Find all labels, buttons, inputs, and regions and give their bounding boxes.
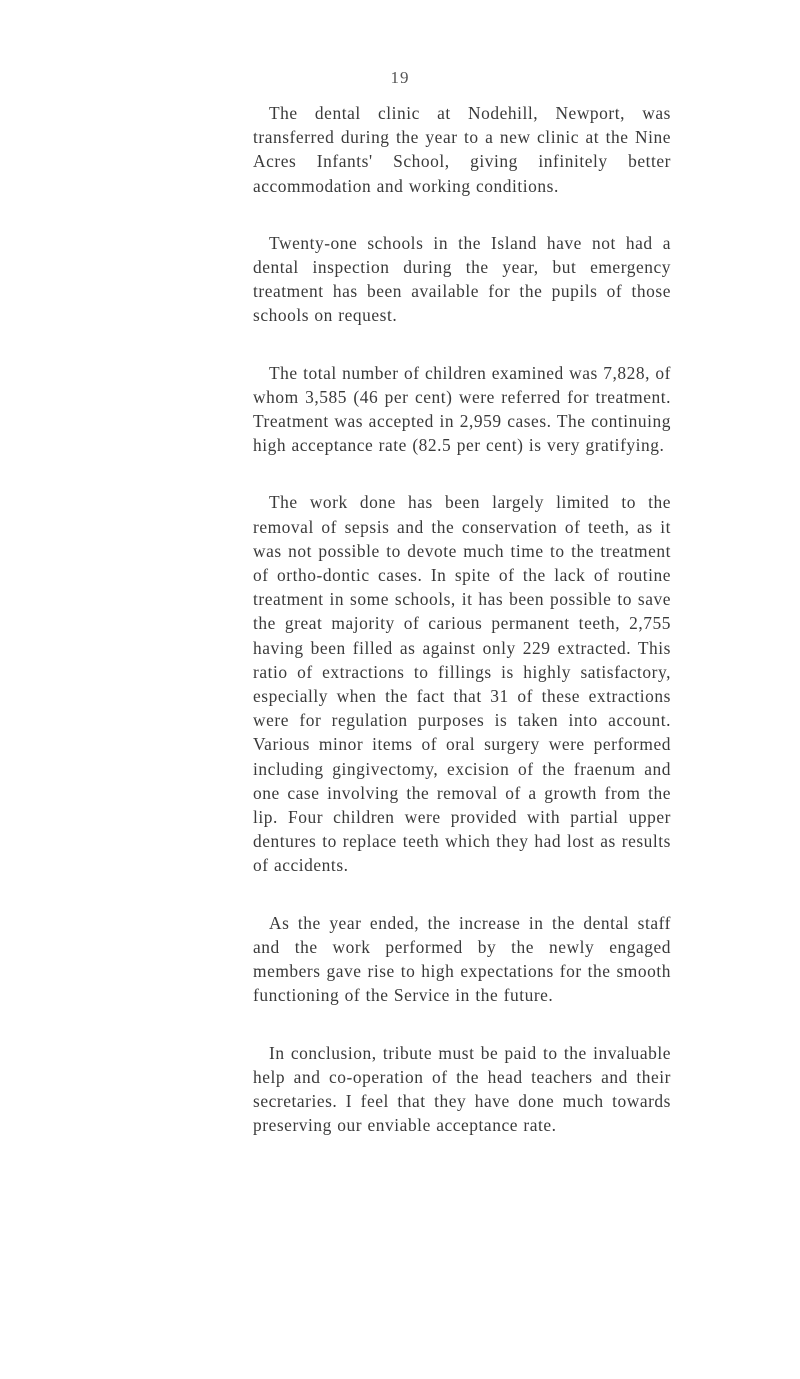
paragraph-schools-without-inspection: Twenty-one schools in the Island have not had a dental inspection during the year, but emergency treatment has been available for the pupils of those schools on request. xyxy=(253,232,671,326)
page-number: 19 xyxy=(390,68,410,87)
paragraph-examination-totals: The total number of children examined was 7,828, of whom 3,585 (46 per cent) were referred for treatment. Treatment was accepted in 2,959 cases. The continuing high acceptance rate (82.5 per cent) is very gratifying. xyxy=(253,362,671,456)
paragraph-work-done: The work done has been largely limited to the removal of sepsis and the conservation of teeth, as it was not possible to devote much time to the treatment of ortho-dontic cases. In spite of the lack of routine treatment in some schools, it has been possible to save the great majority of carious permanent teeth, 2,755 having been filled as against only 229 extracted. This ratio of extractions to fillings is highly satisfactory, especially when the fact that 31 of these extractions were for regulation purposes is taken into account. Various minor items of oral surgery were performed including gingivectomy, excision of the fraenum and one case involving the removal of a growth from the lip. Four children were provided with partial upper dentures to replace teeth which they had lost as results of accidents. xyxy=(253,492,671,876)
body-text xyxy=(253,101,671,1170)
paragraph-conclusion: In conclusion, tribute must be paid to the invaluable help and co-operation of the head teachers and their secretaries. I feel that they have done much towards preserving our enviable acceptance rate. xyxy=(253,1042,671,1136)
paragraph-clinic-transfer: The dental clinic at Nodehill, Newport, was transferred during the year to a new clinic at the Nine Acres Infants' School, giving infinitely better accommodation and working conditions. xyxy=(253,103,671,196)
paragraph-staff-increase: As the year ended, the increase in the dental staff and the work performed by the newly engaged members gave rise to high expectations for the smooth functioning of the Service in the future. xyxy=(253,912,671,1006)
